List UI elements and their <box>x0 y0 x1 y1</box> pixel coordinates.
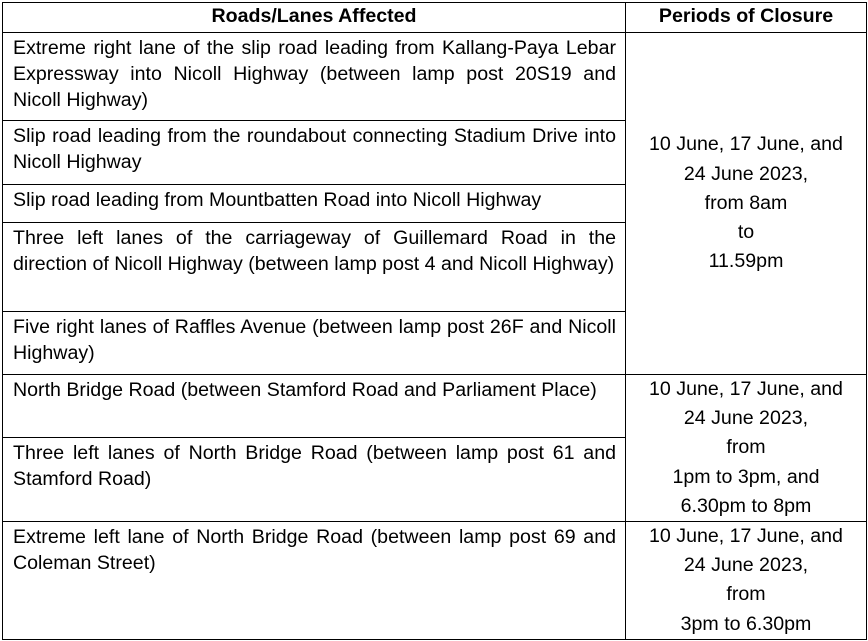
period-line: 24 June 2023, <box>683 407 809 430</box>
road-cell: Three left lanes of North Bridge Road (between lamp post 61 and Stamford Road) <box>3 438 626 522</box>
road-cell: Five right lanes of Raffles Avenue (between lamp post 26F and Nicoll Highway) <box>3 312 626 375</box>
road-cell: Extreme right lane of the slip road leading from Kallang-Paya Lebar Expressway into Nicoll Highway (between lamp post 20S19 and Nicoll Highway) <box>3 33 626 121</box>
header-roads: Roads/Lanes Affected <box>3 3 626 33</box>
road-cell: Three left lanes of the carriageway of Guillemard Road in the direction of Nicoll Highway (between lamp post 4 and Nicoll Highway) <box>3 223 626 312</box>
period-line: 6.30pm to 8pm <box>680 494 812 517</box>
period-line: 10 June, 17 June, and <box>649 133 843 156</box>
road-cell: Slip road leading from the roundabout connecting Stadium Drive into Nicoll Highway <box>3 121 626 185</box>
road-cell: Extreme left lane of North Bridge Road (between lamp post 69 and Coleman Street) <box>3 522 626 640</box>
period-line: 10 June, 17 June, and <box>649 378 843 400</box>
period-line: 11.59pm <box>708 250 784 273</box>
period-line: 10 June, 17 June, and <box>649 525 843 548</box>
header-row <box>3 3 867 33</box>
period-cell <box>626 522 867 640</box>
period-line: 3pm to 6.30pm <box>680 612 812 635</box>
table-row <box>3 522 867 640</box>
period-line: to <box>737 221 755 244</box>
road-closure-table <box>2 2 867 640</box>
header-periods: Periods of Closure <box>626 3 867 33</box>
period-line: 1pm to 3pm, and <box>672 465 820 488</box>
table-row <box>3 375 867 438</box>
road-cell: Slip road leading from Mountbatten Road into Nicoll Highway <box>3 185 626 223</box>
period-cell <box>626 33 867 375</box>
period-line: from <box>726 436 766 459</box>
period-line: from <box>726 583 766 606</box>
period-line: 24 June 2023, <box>683 162 809 185</box>
table-row <box>3 33 867 121</box>
period-line: 24 June 2023, <box>683 554 809 577</box>
period-line: from 8am <box>704 191 788 214</box>
road-cell: North Bridge Road (between Stamford Road and Parliament Place) <box>3 375 626 438</box>
period-cell <box>626 375 867 522</box>
